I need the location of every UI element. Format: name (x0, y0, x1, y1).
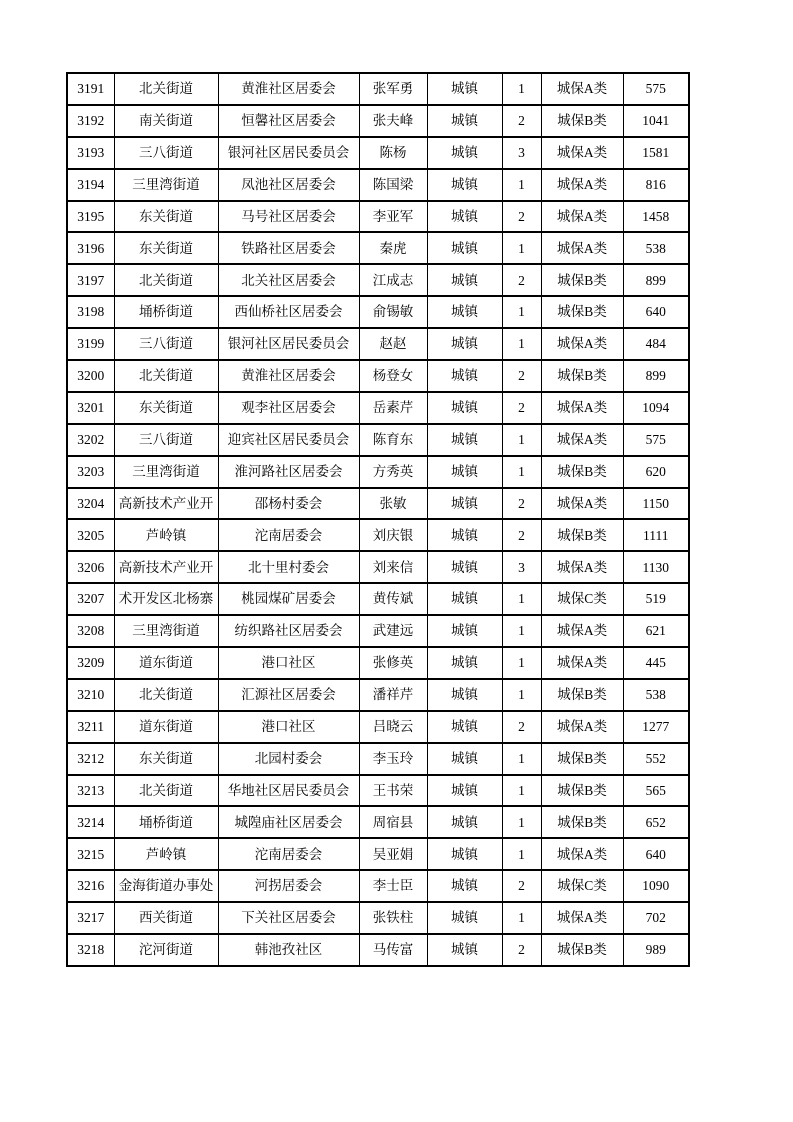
cell-community: 韩池孜社区 (218, 934, 359, 966)
table-row (67, 424, 689, 456)
table-row (67, 264, 689, 296)
cell-community: 黄淮社区居委会 (218, 73, 359, 105)
cell-serial-number: 3211 (67, 711, 114, 743)
cell-community: 西仙桥社区居委会 (218, 296, 359, 328)
cell-community: 桃园煤矿居委会 (218, 583, 359, 615)
cell-serial-number: 3193 (67, 137, 114, 169)
cell-person-name: 张军勇 (359, 73, 427, 105)
cell-category: 城保A类 (541, 838, 623, 870)
cell-person-count: 1 (502, 232, 541, 264)
cell-person-name: 马传富 (359, 934, 427, 966)
cell-person-count: 2 (502, 870, 541, 902)
cell-person-count: 2 (502, 519, 541, 551)
cell-household-type: 城镇 (427, 296, 502, 328)
cell-community: 恒馨社区居委会 (218, 105, 359, 137)
cell-category: 城保A类 (541, 201, 623, 233)
cell-street: 芦岭镇 (114, 519, 218, 551)
cell-person-name: 陈国梁 (359, 169, 427, 201)
cell-serial-number: 3208 (67, 615, 114, 647)
cell-street: 东关街道 (114, 743, 218, 775)
cell-amount: 816 (623, 169, 689, 201)
cell-street: 北关街道 (114, 73, 218, 105)
cell-person-count: 2 (502, 264, 541, 296)
cell-street: 东关街道 (114, 392, 218, 424)
table-row (67, 806, 689, 838)
cell-amount: 538 (623, 232, 689, 264)
cell-person-count: 1 (502, 806, 541, 838)
cell-household-type: 城镇 (427, 264, 502, 296)
cell-community: 沱南居委会 (218, 519, 359, 551)
cell-community: 城隍庙社区居委会 (218, 806, 359, 838)
cell-person-count: 1 (502, 456, 541, 488)
table-row (67, 647, 689, 679)
cell-serial-number: 3215 (67, 838, 114, 870)
cell-amount: 1130 (623, 551, 689, 583)
cell-household-type: 城镇 (427, 392, 502, 424)
cell-person-name: 周宿县 (359, 806, 427, 838)
cell-serial-number: 3203 (67, 456, 114, 488)
cell-serial-number: 3199 (67, 328, 114, 360)
cell-community: 马号社区居委会 (218, 201, 359, 233)
cell-serial-number: 3217 (67, 902, 114, 934)
cell-serial-number: 3204 (67, 488, 114, 520)
cell-category: 城保C类 (541, 583, 623, 615)
cell-person-name: 吕晓云 (359, 711, 427, 743)
cell-category: 城保B类 (541, 775, 623, 807)
table-row (67, 551, 689, 583)
cell-category: 城保A类 (541, 328, 623, 360)
cell-person-count: 1 (502, 169, 541, 201)
cell-person-name: 张敏 (359, 488, 427, 520)
cell-category: 城保A类 (541, 169, 623, 201)
cell-serial-number: 3191 (67, 73, 114, 105)
benefits-table (66, 72, 690, 967)
cell-person-name: 刘庆银 (359, 519, 427, 551)
cell-person-name: 李亚军 (359, 201, 427, 233)
cell-community: 港口社区 (218, 711, 359, 743)
cell-person-name: 王书荣 (359, 775, 427, 807)
cell-person-name: 岳素芹 (359, 392, 427, 424)
cell-amount: 652 (623, 806, 689, 838)
cell-serial-number: 3213 (67, 775, 114, 807)
cell-street: 三八街道 (114, 137, 218, 169)
cell-household-type: 城镇 (427, 488, 502, 520)
cell-category: 城保A类 (541, 615, 623, 647)
cell-person-name: 秦虎 (359, 232, 427, 264)
cell-category: 城保B类 (541, 360, 623, 392)
cell-street: 南关街道 (114, 105, 218, 137)
cell-amount: 899 (623, 360, 689, 392)
cell-amount: 552 (623, 743, 689, 775)
cell-amount: 1581 (623, 137, 689, 169)
cell-serial-number: 3200 (67, 360, 114, 392)
cell-household-type: 城镇 (427, 934, 502, 966)
cell-household-type: 城镇 (427, 775, 502, 807)
table-row (67, 519, 689, 551)
cell-person-count: 1 (502, 775, 541, 807)
cell-street: 北关街道 (114, 360, 218, 392)
cell-person-name: 刘来信 (359, 551, 427, 583)
table-row (67, 934, 689, 966)
cell-person-count: 2 (502, 934, 541, 966)
cell-person-count: 2 (502, 392, 541, 424)
cell-amount: 575 (623, 73, 689, 105)
cell-amount: 1094 (623, 392, 689, 424)
cell-household-type: 城镇 (427, 169, 502, 201)
cell-street: 三里湾街道 (114, 615, 218, 647)
cell-category: 城保A类 (541, 392, 623, 424)
cell-person-name: 张铁柱 (359, 902, 427, 934)
cell-amount: 989 (623, 934, 689, 966)
table-row (67, 870, 689, 902)
cell-street: 埇桥街道 (114, 296, 218, 328)
cell-person-count: 1 (502, 838, 541, 870)
cell-street: 金海街道办事处 (114, 870, 218, 902)
cell-category: 城保A类 (541, 73, 623, 105)
cell-household-type: 城镇 (427, 73, 502, 105)
cell-community: 迎宾社区居民委员会 (218, 424, 359, 456)
cell-household-type: 城镇 (427, 902, 502, 934)
cell-amount: 519 (623, 583, 689, 615)
cell-street: 西关街道 (114, 902, 218, 934)
cell-household-type: 城镇 (427, 711, 502, 743)
cell-person-count: 1 (502, 679, 541, 711)
cell-serial-number: 3206 (67, 551, 114, 583)
cell-person-count: 1 (502, 647, 541, 679)
cell-community: 北园村委会 (218, 743, 359, 775)
cell-household-type: 城镇 (427, 201, 502, 233)
cell-household-type: 城镇 (427, 105, 502, 137)
table-row (67, 360, 689, 392)
cell-household-type: 城镇 (427, 838, 502, 870)
cell-category: 城保B类 (541, 519, 623, 551)
cell-community: 铁路社区居委会 (218, 232, 359, 264)
cell-community: 北关社区居委会 (218, 264, 359, 296)
cell-street: 高新技术产业开 (114, 551, 218, 583)
cell-household-type: 城镇 (427, 232, 502, 264)
cell-community: 北十里村委会 (218, 551, 359, 583)
cell-amount: 565 (623, 775, 689, 807)
table-row (67, 392, 689, 424)
cell-person-name: 杨登女 (359, 360, 427, 392)
cell-household-type: 城镇 (427, 615, 502, 647)
cell-serial-number: 3198 (67, 296, 114, 328)
cell-person-count: 1 (502, 296, 541, 328)
cell-category: 城保A类 (541, 232, 623, 264)
cell-serial-number: 3205 (67, 519, 114, 551)
cell-person-name: 江成志 (359, 264, 427, 296)
cell-street: 高新技术产业开 (114, 488, 218, 520)
cell-serial-number: 3202 (67, 424, 114, 456)
cell-person-name: 吴亚娟 (359, 838, 427, 870)
cell-person-count: 2 (502, 201, 541, 233)
cell-household-type: 城镇 (427, 551, 502, 583)
cell-street: 三八街道 (114, 424, 218, 456)
table-row (67, 679, 689, 711)
cell-serial-number: 3216 (67, 870, 114, 902)
table-row (67, 743, 689, 775)
table-row (67, 583, 689, 615)
cell-category: 城保B类 (541, 679, 623, 711)
cell-category: 城保B类 (541, 264, 623, 296)
table-row (67, 328, 689, 360)
cell-household-type: 城镇 (427, 456, 502, 488)
table-row (67, 711, 689, 743)
cell-household-type: 城镇 (427, 360, 502, 392)
cell-serial-number: 3212 (67, 743, 114, 775)
cell-person-count: 2 (502, 105, 541, 137)
cell-street: 北关街道 (114, 264, 218, 296)
cell-person-count: 3 (502, 137, 541, 169)
cell-person-count: 2 (502, 488, 541, 520)
cell-serial-number: 3197 (67, 264, 114, 296)
cell-community: 银河社区居民委员会 (218, 328, 359, 360)
cell-household-type: 城镇 (427, 424, 502, 456)
cell-street: 芦岭镇 (114, 838, 218, 870)
cell-community: 下关社区居委会 (218, 902, 359, 934)
cell-category: 城保B类 (541, 934, 623, 966)
cell-street: 三里湾街道 (114, 456, 218, 488)
cell-category: 城保B类 (541, 456, 623, 488)
cell-street: 道东街道 (114, 711, 218, 743)
cell-amount: 702 (623, 902, 689, 934)
cell-community: 河拐居委会 (218, 870, 359, 902)
cell-community: 观李社区居委会 (218, 392, 359, 424)
cell-category: 城保A类 (541, 424, 623, 456)
cell-amount: 1277 (623, 711, 689, 743)
cell-person-name: 武建远 (359, 615, 427, 647)
cell-person-name: 俞锡敏 (359, 296, 427, 328)
cell-amount: 1150 (623, 488, 689, 520)
cell-street: 埇桥街道 (114, 806, 218, 838)
cell-street: 三八街道 (114, 328, 218, 360)
table-row (67, 456, 689, 488)
cell-category: 城保A类 (541, 711, 623, 743)
table-row (67, 775, 689, 807)
cell-amount: 575 (623, 424, 689, 456)
cell-household-type: 城镇 (427, 583, 502, 615)
cell-street: 东关街道 (114, 201, 218, 233)
cell-street: 术开发区北杨寨 (114, 583, 218, 615)
cell-street: 北关街道 (114, 775, 218, 807)
cell-person-name: 张修英 (359, 647, 427, 679)
cell-street: 北关街道 (114, 679, 218, 711)
cell-person-name: 陈杨 (359, 137, 427, 169)
table-row (67, 615, 689, 647)
cell-community: 港口社区 (218, 647, 359, 679)
cell-community: 纺织路社区居委会 (218, 615, 359, 647)
cell-street: 沱河街道 (114, 934, 218, 966)
cell-person-name: 方秀英 (359, 456, 427, 488)
cell-household-type: 城镇 (427, 870, 502, 902)
cell-serial-number: 3195 (67, 201, 114, 233)
table-row (67, 488, 689, 520)
cell-amount: 640 (623, 838, 689, 870)
cell-community: 汇源社区居委会 (218, 679, 359, 711)
cell-community: 淮河路社区居委会 (218, 456, 359, 488)
cell-category: 城保A类 (541, 902, 623, 934)
cell-amount: 640 (623, 296, 689, 328)
cell-category: 城保B类 (541, 806, 623, 838)
cell-serial-number: 3209 (67, 647, 114, 679)
cell-amount: 1090 (623, 870, 689, 902)
cell-person-count: 2 (502, 360, 541, 392)
cell-street: 东关街道 (114, 232, 218, 264)
cell-category: 城保A类 (541, 488, 623, 520)
cell-household-type: 城镇 (427, 328, 502, 360)
cell-serial-number: 3192 (67, 105, 114, 137)
cell-person-count: 1 (502, 328, 541, 360)
cell-person-name: 陈育东 (359, 424, 427, 456)
cell-person-count: 1 (502, 73, 541, 105)
table-row (67, 201, 689, 233)
cell-person-count: 1 (502, 902, 541, 934)
cell-community: 银河社区居民委员会 (218, 137, 359, 169)
cell-community: 沱南居委会 (218, 838, 359, 870)
cell-serial-number: 3214 (67, 806, 114, 838)
cell-person-count: 1 (502, 615, 541, 647)
table-body (67, 73, 689, 966)
table-row (67, 902, 689, 934)
cell-household-type: 城镇 (427, 137, 502, 169)
cell-category: 城保C类 (541, 870, 623, 902)
cell-household-type: 城镇 (427, 647, 502, 679)
cell-household-type: 城镇 (427, 519, 502, 551)
cell-category: 城保B类 (541, 105, 623, 137)
cell-serial-number: 3218 (67, 934, 114, 966)
cell-amount: 538 (623, 679, 689, 711)
cell-community: 凤池社区居委会 (218, 169, 359, 201)
cell-person-name: 赵赵 (359, 328, 427, 360)
cell-community: 华地社区居民委员会 (218, 775, 359, 807)
cell-person-name: 潘祥芹 (359, 679, 427, 711)
cell-amount: 445 (623, 647, 689, 679)
cell-community: 黄淮社区居委会 (218, 360, 359, 392)
cell-amount: 484 (623, 328, 689, 360)
cell-category: 城保B类 (541, 743, 623, 775)
cell-household-type: 城镇 (427, 743, 502, 775)
table-row (67, 137, 689, 169)
table-row (67, 296, 689, 328)
cell-serial-number: 3196 (67, 232, 114, 264)
cell-street: 道东街道 (114, 647, 218, 679)
cell-amount: 620 (623, 456, 689, 488)
table-row (67, 169, 689, 201)
cell-category: 城保A类 (541, 551, 623, 583)
cell-amount: 1111 (623, 519, 689, 551)
table-row (67, 232, 689, 264)
cell-serial-number: 3210 (67, 679, 114, 711)
cell-household-type: 城镇 (427, 679, 502, 711)
cell-person-count: 1 (502, 743, 541, 775)
cell-amount: 621 (623, 615, 689, 647)
cell-household-type: 城镇 (427, 806, 502, 838)
cell-person-count: 3 (502, 551, 541, 583)
cell-person-count: 1 (502, 583, 541, 615)
cell-category: 城保A类 (541, 647, 623, 679)
table-row (67, 838, 689, 870)
cell-serial-number: 3201 (67, 392, 114, 424)
cell-street: 三里湾街道 (114, 169, 218, 201)
cell-category: 城保A类 (541, 137, 623, 169)
cell-person-name: 张夫峰 (359, 105, 427, 137)
cell-person-name: 李士臣 (359, 870, 427, 902)
cell-amount: 899 (623, 264, 689, 296)
cell-person-count: 2 (502, 711, 541, 743)
cell-category: 城保B类 (541, 296, 623, 328)
cell-person-count: 1 (502, 424, 541, 456)
cell-amount: 1458 (623, 201, 689, 233)
cell-person-name: 黄传斌 (359, 583, 427, 615)
cell-serial-number: 3207 (67, 583, 114, 615)
cell-serial-number: 3194 (67, 169, 114, 201)
table-row (67, 105, 689, 137)
cell-community: 邵杨村委会 (218, 488, 359, 520)
cell-amount: 1041 (623, 105, 689, 137)
table-row (67, 73, 689, 105)
cell-person-name: 李玉玲 (359, 743, 427, 775)
